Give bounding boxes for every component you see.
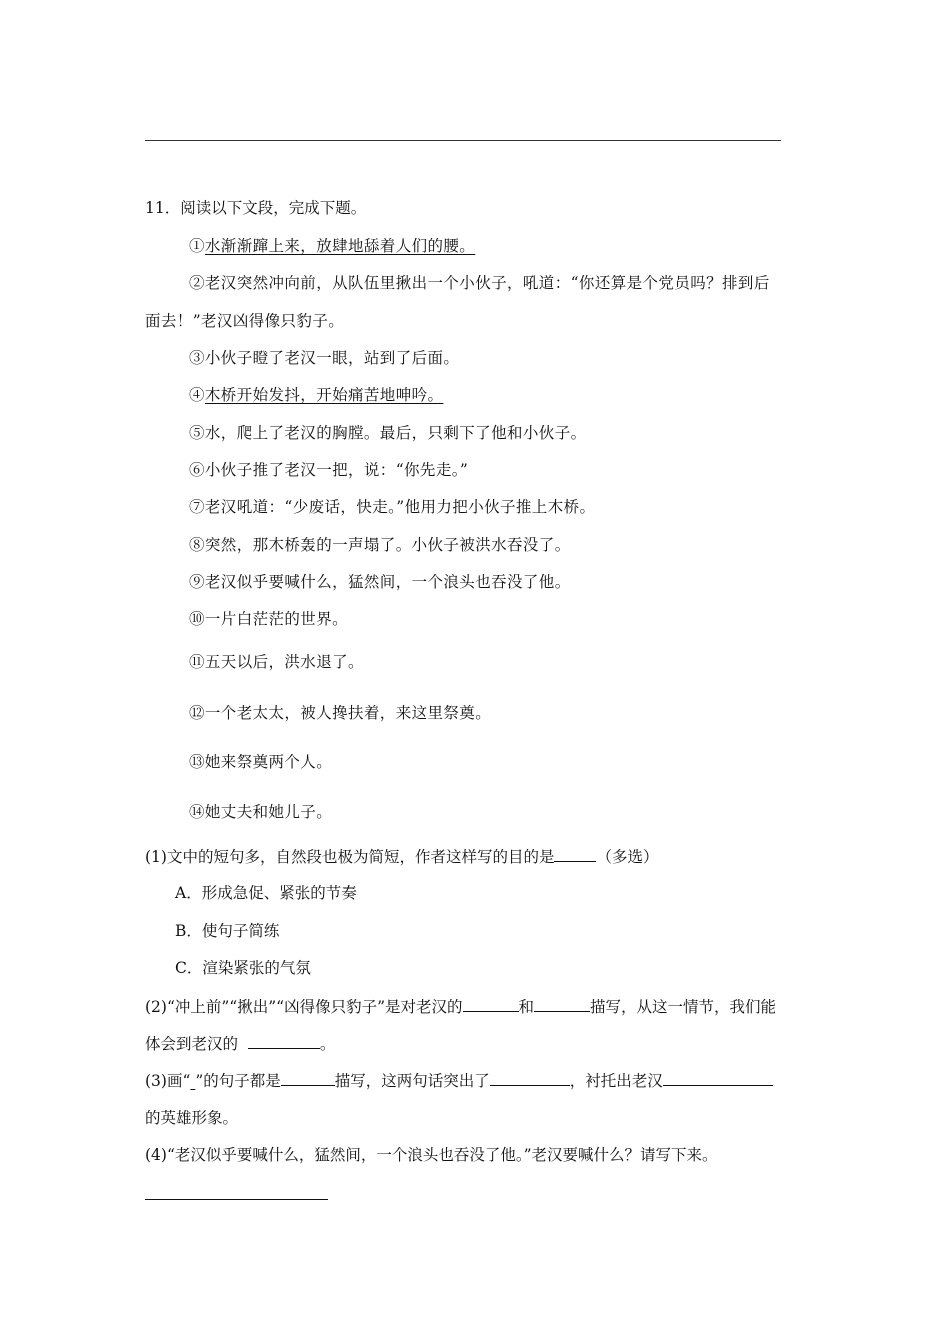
- paragraph-number: ⑫: [189, 704, 205, 722]
- paragraph-text: 一片白茫茫的世界。: [204, 610, 349, 628]
- sub-question-1: [145, 846, 658, 867]
- sub-question-4: (4)“老汉似乎要喊什么，猛然间，一个浪头也吞没了他。”老汉要喊什么？请写下来。: [145, 1146, 718, 1164]
- paragraph-2: [189, 273, 770, 293]
- paragraph-number: ⑤: [189, 424, 205, 442]
- paragraph-number: ①: [189, 237, 205, 255]
- sub-question-3-text: ，衬托出老汉: [569, 1072, 663, 1090]
- sub-question-1-suffix: （多选）: [596, 848, 659, 866]
- paragraph-number: ⑨: [189, 573, 205, 591]
- sub-question-3-text: ”的句子都是: [195, 1072, 281, 1090]
- paragraph-number: ⑭: [189, 803, 205, 821]
- sub-question-3-text: (3)画“: [145, 1072, 191, 1090]
- paragraph-text: 老汉吼道：“少废话，快走。”他用力把小伙子推上木桥。: [204, 498, 596, 516]
- paragraph-number: ④: [189, 386, 205, 404]
- paragraph-8: [189, 535, 571, 555]
- paragraph-number: ⑥: [189, 461, 205, 479]
- paragraph-text: 突然，那木桥轰的一声塌了。小伙子被洪水吞没了。: [204, 536, 571, 554]
- sub-question-3: [145, 1070, 773, 1091]
- paragraph-number: ⑧: [189, 536, 205, 554]
- answer-blank[interactable]: [463, 996, 519, 1012]
- paragraph-text: 水，爬上了老汉的胸膛。最后，只剩下了他和小伙子。: [204, 424, 587, 442]
- header-rule: [145, 140, 781, 141]
- paragraph-2-continued: 面去！”老汉凶得像只豹子。: [145, 312, 345, 330]
- paragraph-text: 她来祭奠两个人。: [204, 753, 333, 771]
- answer-line[interactable]: [145, 1199, 328, 1200]
- sub-question-2: [145, 996, 776, 1017]
- sub-question-2-continued: [145, 1033, 335, 1054]
- paragraph-text: 小伙子推了老汉一把，说：“你先走。”: [204, 461, 469, 479]
- paragraph-text: 她丈夫和她儿子。: [204, 803, 333, 821]
- answer-blank[interactable]: [663, 1070, 773, 1086]
- paragraph-number: ⑬: [189, 753, 205, 771]
- underlined-sentence: 水渐渐蹿上来，放肆地舔着人们的腰。: [204, 237, 476, 255]
- paragraph-number: ③: [189, 349, 205, 367]
- sub-question-1-text: (1)文中的短句多，自然段也极为简短，作者这样写的目的是: [145, 848, 555, 866]
- paragraph-14: [189, 802, 332, 822]
- answer-blank[interactable]: [281, 1070, 335, 1086]
- option-c[interactable]: C．渲染紧张的气氛: [175, 959, 311, 977]
- underlined-sentence: 木桥开始发抖，开始痛苦地呻吟。: [204, 386, 444, 404]
- sub-question-2-text: 描写，从这一情节，我们能: [590, 998, 777, 1016]
- paragraph-6: [189, 460, 468, 480]
- sub-question-2-text: (2)“冲上前”“揪出”“凶得像只豹子”是对老汉的: [145, 998, 463, 1016]
- sub-question-3-text: 描写，这两句话突出了: [334, 1072, 490, 1090]
- paragraph-10: [189, 609, 348, 629]
- paragraph-3: [189, 348, 459, 368]
- paragraph-text: 五天以后，洪水退了。: [204, 653, 364, 671]
- sub-question-3-continued: 的英雄形象。: [145, 1109, 239, 1127]
- option-b[interactable]: B．使句子简练: [175, 922, 280, 940]
- paragraph-5: [189, 423, 587, 443]
- paragraph-text: 一个老太太，被人搀扶着，来这里祭奠。: [204, 704, 492, 722]
- sub-question-2-text: 体会到老汉的: [145, 1035, 239, 1053]
- paragraph-1: [189, 236, 475, 256]
- option-a[interactable]: A．形成急促、紧张的节奏: [175, 884, 357, 902]
- paragraph-number: ⑩: [189, 610, 205, 628]
- paragraph-text: 小伙子瞪了老汉一眼，站到了后面。: [204, 349, 460, 367]
- paragraph-4: [189, 385, 443, 405]
- paragraph-text: 老汉突然冲向前，从队伍里揪出一个小伙子，吼道：“你还算是个党员吗？排到后: [204, 274, 770, 292]
- answer-blank[interactable]: [248, 1033, 320, 1049]
- paragraph-text: 老汉似乎要喊什么，猛然间，一个浪头也吞没了他。: [204, 573, 571, 591]
- paragraph-number: ⑦: [189, 498, 205, 516]
- question-header: 11．阅读以下文段，完成下题。: [145, 199, 367, 217]
- paragraph-number: ⑪: [189, 653, 205, 671]
- paragraph-13: [189, 752, 332, 772]
- paragraph-9: [189, 572, 571, 592]
- paragraph-7: [189, 497, 595, 517]
- answer-blank[interactable]: [534, 996, 590, 1012]
- answer-blank[interactable]: [490, 1070, 570, 1086]
- sub-question-2-text: 和: [518, 998, 535, 1016]
- paragraph-11: [189, 652, 364, 672]
- paragraph-number: ②: [189, 274, 205, 292]
- paragraph-12: [189, 703, 491, 723]
- answer-blank[interactable]: [554, 846, 596, 862]
- sub-question-2-text: 。: [319, 1035, 336, 1053]
